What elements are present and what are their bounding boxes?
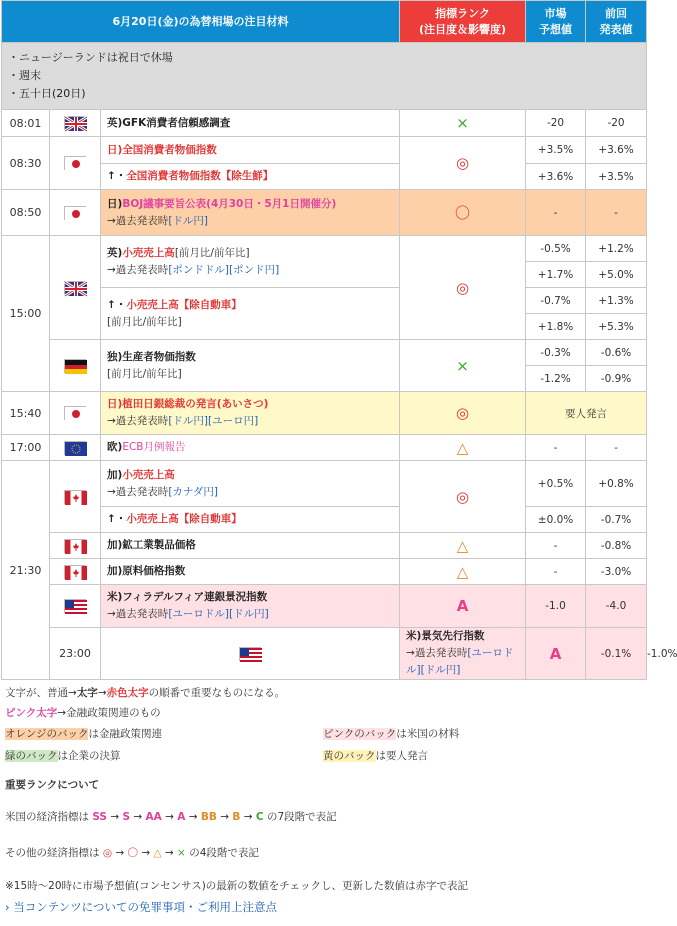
previous-value: +1.3% (586, 288, 647, 314)
link-gbpjpy[interactable]: [ポンド円] (229, 263, 280, 276)
table-row (2, 533, 647, 559)
forecast-value: - (526, 559, 586, 585)
page-title: 6月20日(金)の為替相場の注目材料 (2, 1, 400, 43)
table-row: 15:00 英)小売売上高[前月比/前年比] →過去発表時[ポンドドル][ポンド円] ◎ -0.5% +1.2% (2, 236, 647, 262)
japan-flag-icon (64, 206, 86, 220)
note-item: ・五十日(20日) (8, 87, 86, 100)
link-eurusd[interactable]: [ユーロドル] (406, 647, 514, 676)
event-title: 米)フィラデルフィア連銀景況指数 (107, 591, 268, 603)
forecast-value: -1.2% (526, 366, 586, 392)
rank-cross-icon: × (400, 110, 526, 137)
us-rank-scale: 米国の経済指標は SS → S → AA → A → BB → B → C の7段階で表記 (5, 811, 337, 823)
table-row (2, 110, 647, 137)
rank-double-circle-icon: ◎ (400, 236, 526, 340)
previous-column-header: 前回 発表値 (586, 1, 647, 43)
event-title: 独)生産者物価指数 (107, 350, 196, 363)
day-notes (2, 43, 647, 110)
forecast-value: - (526, 435, 586, 461)
event-title: 加)鉱工業製品価格 (107, 539, 196, 551)
forecast-value: - (526, 533, 586, 559)
link-usdjpy[interactable]: [ドル円] (420, 664, 461, 676)
forecast-value: ±0.0% (526, 507, 586, 533)
forecast-value: -0.5% (526, 236, 586, 262)
table-row: 独)生産者物価指数 [前月比/前年比] × -0.3% -0.6% (2, 340, 647, 366)
table-row: ↑・小売売上高【除自動車】 [前月比/前年比] -0.7% +1.3% (2, 288, 647, 314)
legend-line-pink-bold: ピンク太字→金融政策関連のもの (5, 707, 161, 719)
table-row: ↑・全国消費者物価指数【除生鮮】 +3.6% +3.5% (2, 164, 647, 190)
link-usdjpy[interactable]: [ドル円] (229, 608, 269, 620)
rank-double-circle-icon: ◎ (400, 461, 526, 533)
previous-value: -0.8% (586, 533, 647, 559)
legend-line-orange-bg: オレンジのバックは金融政策関連 (5, 728, 162, 740)
legend-line-pink-bg: ピンクのバックは米国の材料 (323, 728, 460, 740)
previous-value: - (586, 435, 647, 461)
previous-value: - (586, 190, 647, 236)
previous-value: -0.6% (586, 340, 647, 366)
legend-line-yellow-bg: 黄のバックは要人発言 (323, 750, 428, 762)
forecast-value: +3.5% (526, 137, 586, 164)
uk-flag-icon (64, 116, 86, 130)
table-row: 15:40 日)植田日銀総裁の発言(あいさつ) →過去発表時[ドル円][ユーロ円] ◎ 要人発言 (2, 392, 647, 435)
event-time: 15:00 (2, 236, 50, 392)
table-row: 08:50 日)BOJ議事要旨公表(4月30日・5月1日開催分) →過去発表時[ドル円] 〇 - - (2, 190, 647, 236)
previous-value: +5.3% (586, 314, 647, 340)
previous-value: -0.9% (586, 366, 647, 392)
event-title: 小売売上高【除自動車】 (126, 513, 242, 525)
update-note: ※15時～20時に市場予想値(コンセンサス)の最新の数値をチェックし、更新した数値は赤字で表記 (5, 880, 468, 892)
forecast-value: +1.8% (526, 314, 586, 340)
previous-value: +3.5% (586, 164, 647, 190)
forecast-value: +0.5% (526, 461, 586, 507)
link-eurusd[interactable]: [ユーロドル] (168, 608, 230, 620)
eu-flag-icon (64, 441, 86, 455)
rank-triangle-icon: △ (400, 533, 526, 559)
previous-value: +0.8% (586, 461, 647, 507)
previous-value: +3.6% (586, 137, 647, 164)
event-title: 英)GFK消費者信頼感調査 (107, 116, 231, 129)
rank-a-badge: A (526, 628, 586, 680)
canada-flag-icon (64, 490, 86, 504)
table-row (2, 137, 647, 164)
event-title: 小売売上高 (122, 246, 175, 259)
event-title: 米)景気先行指数 (406, 630, 485, 642)
legend-line-green-bg: 緑のバックは企業の決算 (5, 750, 121, 762)
table-row: ↑・小売売上高【除自動車】 ±0.0% -0.7% (2, 507, 647, 533)
event-title: 小売売上高 (122, 468, 175, 481)
japan-flag-icon (64, 156, 86, 170)
event-time: 23:00 (50, 628, 101, 680)
event-title: BOJ議事要旨公表(4月30日・5月1日開催分) (122, 197, 337, 210)
event-time: 15:40 (2, 392, 50, 435)
germany-flag-icon (64, 359, 86, 373)
link-cadjpy[interactable]: [カナダ円] (168, 485, 218, 498)
rank-triangle-icon: △ (400, 435, 526, 461)
forecast-value: +3.6% (526, 164, 586, 190)
us-flag-icon (64, 599, 86, 613)
link-gbpusd[interactable]: [ポンドドル] (168, 263, 230, 276)
link-usdjpy[interactable]: [ドル円] (168, 415, 209, 427)
forecast-value: -0.3% (526, 340, 586, 366)
link-usdjpy[interactable]: [ドル円] (168, 214, 209, 227)
previous-value: -3.0% (586, 559, 647, 585)
rank-column-header: 指標ランク (注目度＆影響度) (400, 1, 526, 43)
event-time: 08:01 (2, 110, 50, 137)
rank-double-circle-icon: ◎ (400, 137, 526, 190)
forecast-value: -1.0 (526, 585, 586, 628)
us-flag-icon (239, 647, 261, 661)
forecast-value: - (526, 190, 586, 236)
forecast-value: -0.1% (586, 628, 647, 680)
speech-label: 要人発言 (526, 392, 647, 435)
note-item: ・週末 (8, 69, 41, 82)
disclaimer-link[interactable]: › 当コンテンツについての免罪事項・ご利用上注意点 (5, 900, 277, 914)
uk-flag-icon (64, 281, 86, 295)
rank-double-circle-icon: ◎ (400, 392, 526, 435)
rank-triangle-icon: △ (400, 559, 526, 585)
event-time: 21:30 (2, 461, 50, 680)
event-title: 日)全国消費者物価指数 (107, 143, 217, 156)
link-eurjpy[interactable]: [ユーロ円] (208, 415, 259, 427)
event-title: 全国消費者物価指数【除生鮮】 (126, 170, 274, 182)
note-item: ・ニュージーランドは祝日で休場 (8, 51, 173, 64)
forecast-value: +1.7% (526, 262, 586, 288)
event-title: ECB月例報告 (122, 441, 186, 453)
japan-flag-icon (64, 406, 86, 420)
previous-value: +1.2% (586, 236, 647, 262)
event-time: 08:50 (2, 190, 50, 236)
other-rank-scale: その他の経済指標は ◎ → 〇 → △ → × の4段階で表記 (5, 847, 259, 859)
previous-value: -0.7% (586, 507, 647, 533)
rank-a-badge: A (400, 585, 526, 628)
rank-circle-icon: 〇 (400, 190, 526, 236)
table-row: 21:30 加)小売売上高 →過去発表時[カナダ円] ◎ +0.5% +0.8% (2, 461, 647, 507)
forecast-column-header: 市場 予想値 (526, 1, 586, 43)
event-title: 加)原料価格指数 (107, 565, 186, 577)
table-row: 米)フィラデルフィア連銀景況指数 →過去発表時[ユーロドル][ドル円] A -1.0 -4.0 (2, 585, 647, 628)
table-row: 17:00 欧)ECB月例報告 △ - - (2, 435, 647, 461)
previous-value: +5.0% (586, 262, 647, 288)
notes-row (2, 43, 647, 110)
event-time: 08:30 (2, 137, 50, 190)
event-title: 小売売上高【除自動車】 (126, 298, 242, 311)
forecast-value: -0.7% (526, 288, 586, 314)
rank-cross-icon: × (400, 340, 526, 392)
table-row: 23:00 米)景気先行指数 →過去発表時[ユーロドル][ドル円] A -0.1% -1.0% (2, 628, 647, 680)
rank-section-title: 重要ランクについて (5, 779, 100, 791)
table-row (2, 559, 647, 585)
canada-flag-icon (64, 539, 86, 553)
event-time: 17:00 (2, 435, 50, 461)
calendar-table (1, 0, 677, 680)
legend-line-text-weight: 文字が、普通→太字→赤色太字の順番で重要なものになる。 (5, 687, 286, 699)
canada-flag-icon (64, 565, 86, 579)
previous-value: -4.0 (586, 585, 647, 628)
previous-value: -20 (586, 110, 647, 137)
forecast-value: -20 (526, 110, 586, 137)
table-header (2, 1, 647, 43)
event-title: 日)植田日銀総裁の発言(あいさつ) (107, 398, 269, 410)
